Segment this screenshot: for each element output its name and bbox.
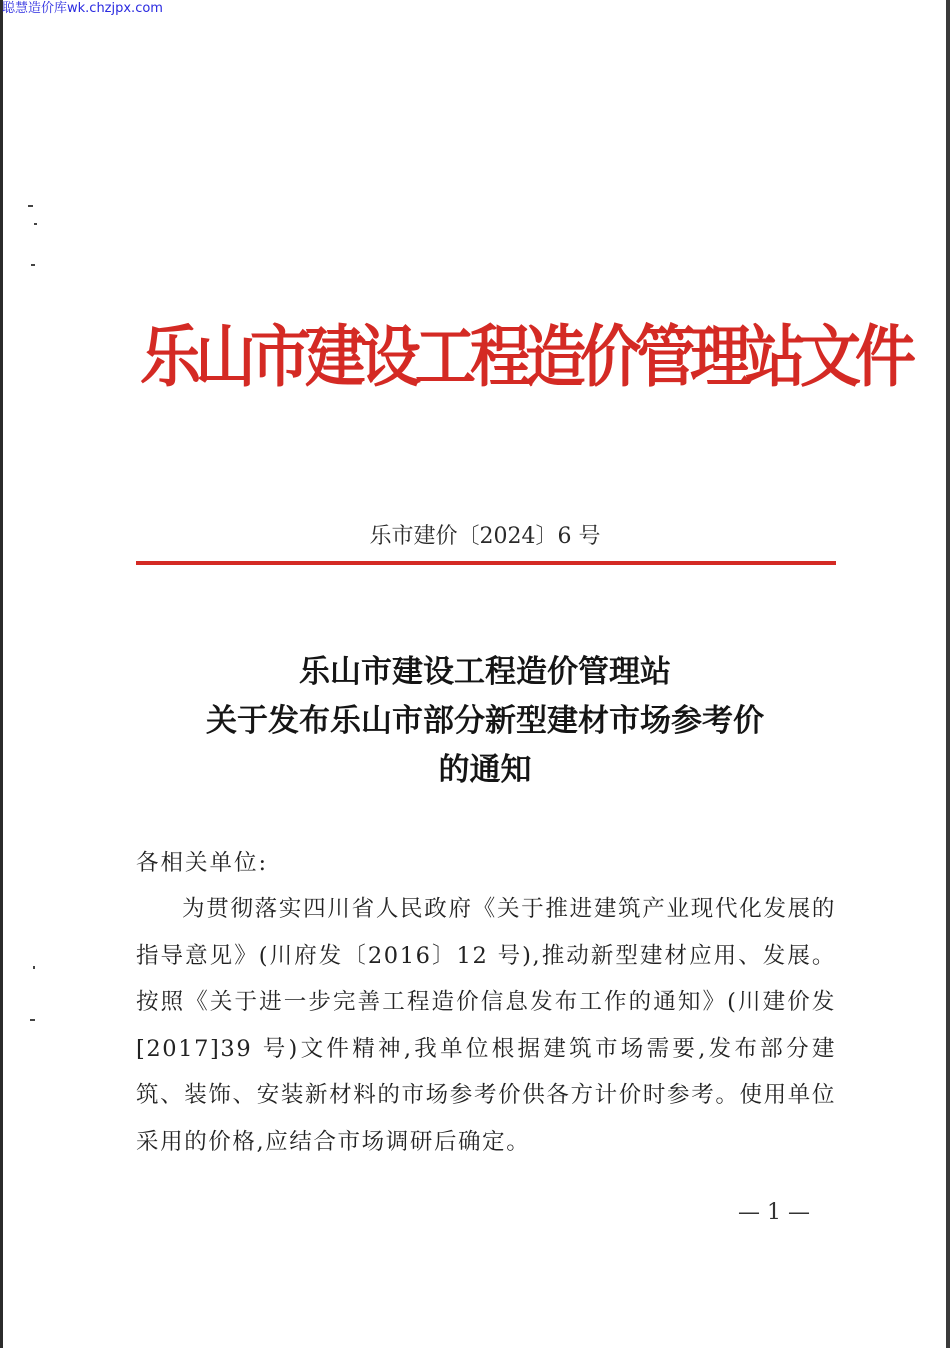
watermark: 聪慧造价库wk.chzjpx.com (2, 1, 163, 16)
page-number: — 1 — (738, 1200, 810, 1225)
title-line: 的通知 (438, 752, 532, 788)
scan-speck (30, 1019, 35, 1021)
masthead: 乐山市建设工程造价管理站文件 (140, 318, 911, 397)
document-number: 乐市建价〔2024〕6 号 (369, 524, 601, 549)
body-paragraph: 为贯彻落实四川省人民政府《关于推进建筑产业现代化发展的指导意见》(川府发〔2016〕12 号),推动新型建材应用、发展。按照《关于进一步完善工程造价信息发布工作的通知》(川建价发[2017]39 号)文件精神,我单位根据建筑市场需要,发布部分建筑、装饰、安装新材料的市场参考价供各方计价时参考。使用单位采用的价格,应结合市场调研后确定。 (136, 896, 836, 1155)
title-line: 关于发布乐山市部分新型建材市场参考价 (206, 703, 764, 739)
scan-speck (34, 223, 37, 225)
document-body (136, 840, 836, 1165)
scan-speck (31, 264, 35, 266)
salutation: 各相关单位: (136, 850, 269, 876)
scan-speck (28, 205, 33, 207)
scan-speck (33, 966, 35, 969)
document-title (0, 648, 950, 795)
red-divider (136, 561, 836, 565)
title-line: 乐山市建设工程造价管理站 (299, 654, 671, 690)
